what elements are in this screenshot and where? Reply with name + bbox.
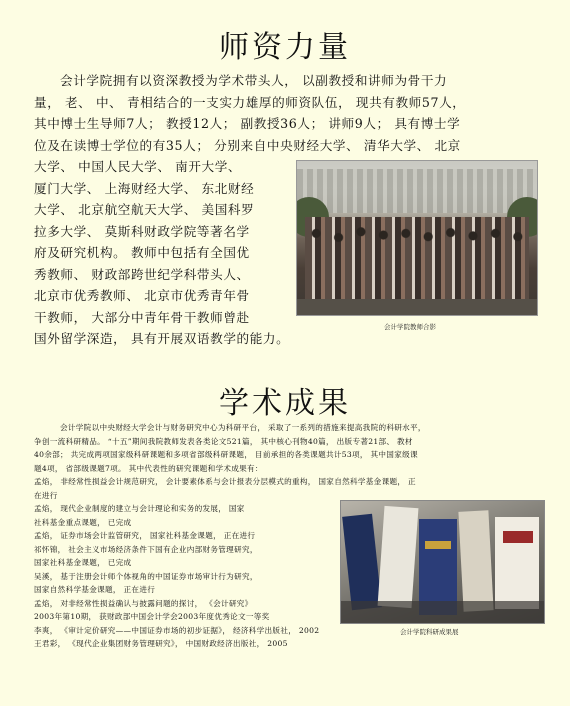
book-cover [458,510,493,611]
paragraph-line: 大学、 北京航空航天大学、 美国科罗 [34,202,255,217]
paragraph-line: 会计学院拥有以资深教授为学术带头人， 以副教授和讲师为骨干力 [60,73,448,88]
paragraph-line: 量， 老、 中、 青相结合的一支实力雄厚的师资队伍， 现共有教师57人， [34,94,466,110]
paragraph-line: 孟焰， 非经常性损益会计规范研究， 会计要素体系与会计报表分层模式的重构， 国家自然科学基金课题， 正 [34,477,416,486]
paragraph-line: 40余部； 共完成两项国家级科研课题和多项省部级科研课题， 目前承担的各类课题共计53项， 其中国家级课 [34,450,418,459]
section-title-faculty: 师资力量 [219,30,351,65]
paragraph-line: 王君彩， 《现代企业集团财务管理研究》， 中国财政经济出版社， 2005 [34,639,288,648]
paragraph-line: 孟焰， 证券市场会计监管研究， 国家社科基金课题， 正在进行 [34,531,256,540]
paragraph-line: 在进行 [34,490,58,500]
table-surface [341,601,544,623]
book-cover [378,506,419,608]
paragraph-line: 争创一流科研精品。 “十五”期间我院教师发表各类论文521篇， 其中核心刊物40篇， 出版专著21部、 教材 [34,436,413,446]
book-title-band [503,531,533,543]
paragraph-line: 拉多大学、 莫斯科财政学院等著名学 [34,223,250,239]
paragraph-line: 位及在读博士学位的有35人； 分别来自中央财经大学、 清华大学、 北京 [34,137,461,153]
photo-caption: 会计学院科研成果展 [400,628,459,636]
book-title-band [425,541,451,549]
paragraph-line: 北京市优秀教师、 北京市优秀青年骨 [34,288,250,303]
building-background [297,169,537,213]
paragraph-line: 社科基金重点课题， 已完成 [34,517,132,527]
paragraph-line: 大学、 中国人民大学、 南开大学、 [34,159,242,174]
paragraph-line: 孟焰， 对非经常性损益确认与披露问题的探讨， 《会计研究》 [34,598,253,608]
paragraph-line: 厦门大学、 上海财经大学、 东北财经 [34,180,255,196]
faculty-group-photo [296,160,538,316]
paragraph-line: 国家自然科学基金课题， 正在进行 [34,585,156,594]
group-of-people [305,217,529,299]
paragraph-line: 祁怀锦， 社会主义市场经济条件下国有企业内部财务管理研究， [34,544,258,554]
section-title-research: 学术成果 [219,386,351,421]
paragraph-line: 会计学院以中央财经大学会计与财务研究中心为科研平台， 采取了一系列的措施来提高我院的科研水平， [60,423,426,432]
research-books-photo [340,500,545,624]
paragraph-line: 府及研究机构。 教师中包括有全国优 [34,245,250,260]
paragraph-line: 吴溪， 基于注册会计师个体视角的中国证券市场审计行为研究， [34,571,258,581]
paragraph-line: 其中博士生导师7人； 教授12人； 副教授36人； 讲师9人； 具有博士学 [34,116,461,131]
photo-caption: 会计学院教师合影 [384,323,436,331]
paragraph-line: 孟焰， 现代企业制度的建立与会计理论和实务的发展， 国家 [34,504,245,513]
paragraph-line: 2003年第10期， 获财政部中国会计学会2003年度优秀论文一等奖 [34,612,270,621]
paragraph-line: 题4项， 省部级课题7项。 其中代表性的研究课题和学术成果有： [34,463,263,473]
paragraph-line: 国外留学深造， 具有开展双语教学的能力。 [34,331,290,346]
paragraph-line: 干教师， 大部分中青年骨干教师曾赴 [34,309,250,325]
ground [297,299,537,315]
paragraph-line: 李爽， 《审计定价研究——中国证券市场的初步证据》， 经济科学出版社， 2002 [34,625,320,635]
paragraph-line: 秀教师、 财政部跨世纪学科带头人、 [34,266,250,282]
paragraph-line: 国家社科基金课题， 已完成 [34,558,132,567]
